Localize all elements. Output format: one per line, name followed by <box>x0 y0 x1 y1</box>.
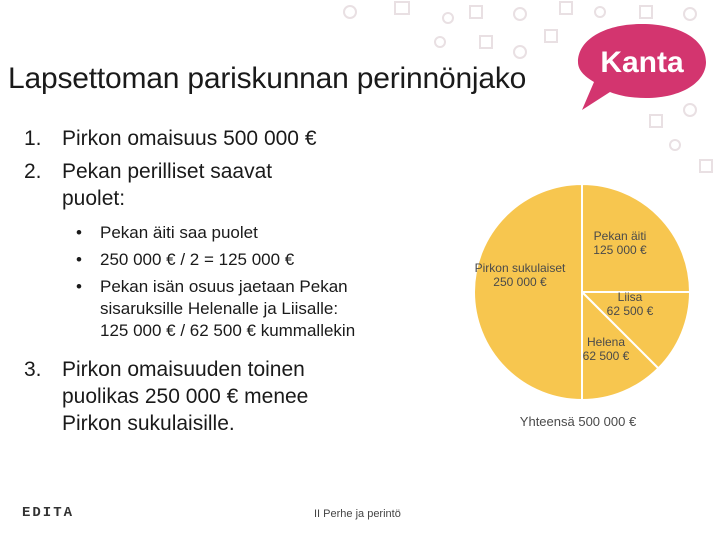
chart-total-label: Yhteensä 500 000 € <box>519 414 637 429</box>
slice-name-label: Pekan äiti <box>593 229 647 243</box>
content-list <box>24 125 464 437</box>
pie-slices <box>474 184 690 400</box>
list-text: Pirkon omaisuuden toinen puolikas 250 000 € menee Pirkon sukulaisille. <box>62 358 309 435</box>
slice-value-label: 62 500 € <box>582 349 630 363</box>
footer-logo: EDITA <box>22 505 75 521</box>
sub-list-item <box>76 222 376 244</box>
list-number: 2. <box>24 160 42 183</box>
list-number: 1. <box>24 127 42 150</box>
pie-slice <box>474 184 582 400</box>
sub-list-item <box>76 276 376 342</box>
sub-list-item <box>76 249 376 271</box>
kanta-logo <box>572 18 712 114</box>
sub-list-text: 250 000 € / 2 = 125 000 € <box>100 250 295 269</box>
sub-list-text: Pekan isän osuus jaetaan Pekan sisaruksille Helenalle ja Liisalle: 125 000 € / 62 500 € kummallekin <box>100 277 356 340</box>
sub-list <box>76 222 376 342</box>
bullet: • <box>76 277 82 296</box>
list-number: 3. <box>24 358 42 381</box>
sub-list-text: Pekan äiti saa puolet <box>100 223 258 242</box>
footer-text: II Perhe ja perintö <box>314 508 401 520</box>
slice-name-label: Liisa <box>617 290 643 304</box>
slice-value-label: 62 500 € <box>606 304 654 318</box>
slice-name-label: Pirkon sukulaiset <box>474 261 566 275</box>
list-item <box>24 356 364 437</box>
slice-value-label: 250 000 € <box>493 275 547 289</box>
bullet: • <box>76 250 82 269</box>
list-text: Pekan perilliset saavat puolet: <box>62 160 273 210</box>
list-text: Pirkon omaisuus 500 000 € <box>62 127 317 150</box>
list-item <box>24 158 344 212</box>
page-title: Lapsettoman pariskunnan perinnönjako <box>8 62 527 95</box>
slice-name-label: Helena <box>586 335 626 349</box>
bullet: • <box>76 223 82 242</box>
list-item <box>24 125 464 152</box>
slice-value-label: 125 000 € <box>593 243 647 257</box>
inheritance-pie-chart <box>470 180 710 440</box>
logo-text: Kanta <box>600 46 684 79</box>
